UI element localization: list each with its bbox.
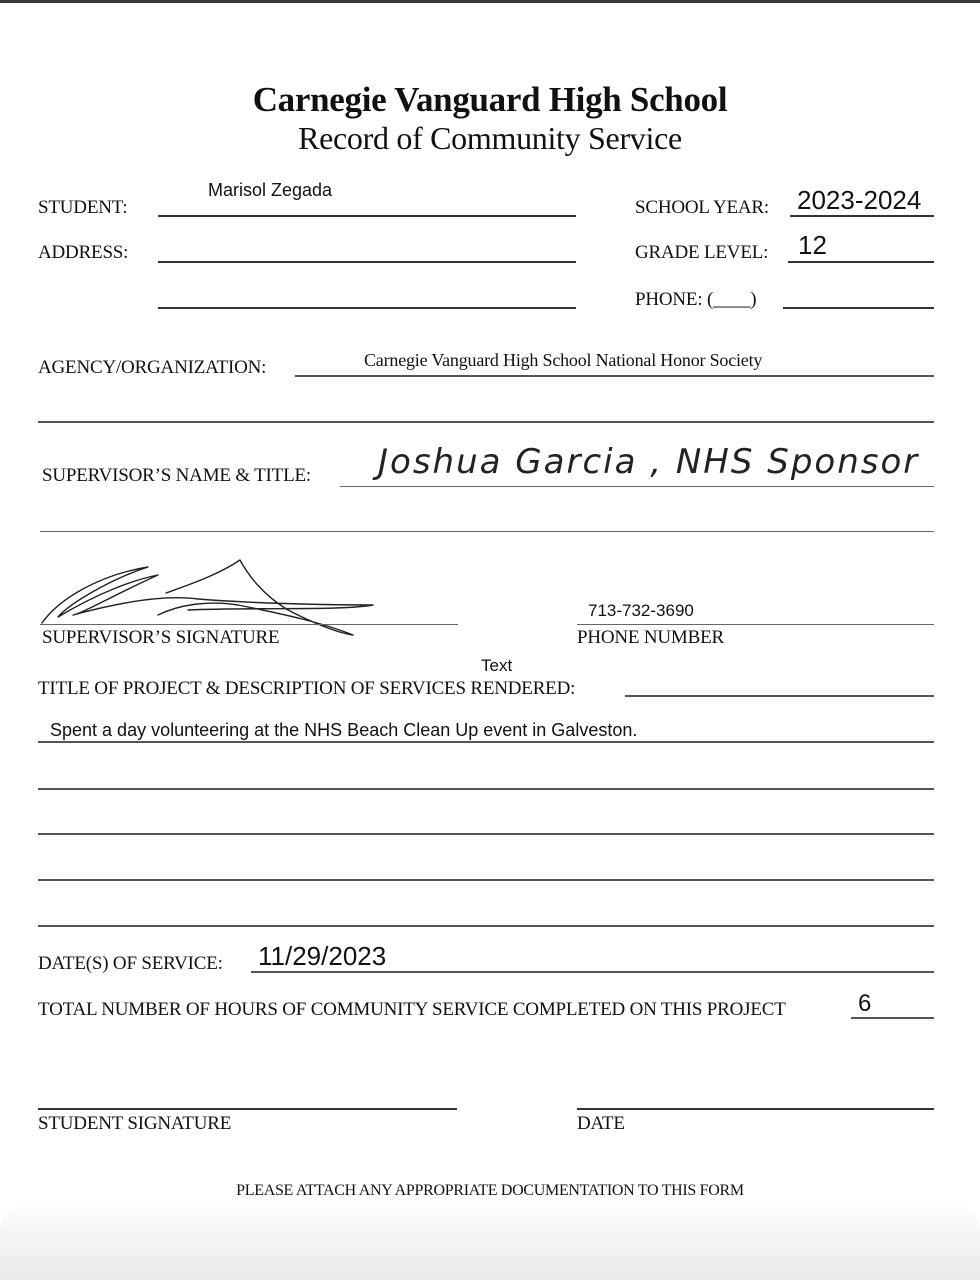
project-title-line (625, 695, 934, 697)
school-year-value[interactable]: 2023-2024 (797, 185, 922, 215)
grade-level-value[interactable]: 12 (798, 230, 827, 260)
project-description-value[interactable]: Spent a day volunteering at the NHS Beach Clean Up event in Galveston. (50, 720, 638, 740)
supervisor-name-label: SUPERVISOR’S NAME & TITLE: (42, 465, 311, 486)
supervisor-phone-label: PHONE NUMBER (577, 627, 724, 648)
phone-field-line (783, 307, 934, 309)
supervisor-signature-line (40, 624, 458, 625)
supervisor-name-value[interactable]: Joshua Garcia , NHS Sponsor (378, 442, 920, 482)
school-year-field-line (790, 215, 934, 217)
project-description-line-5 (38, 925, 934, 927)
date-line (577, 1108, 934, 1110)
page-bottom-shadow (0, 1200, 980, 1280)
agency-label: AGENCY/ORGANIZATION: (38, 357, 267, 378)
student-label: STUDENT: (38, 197, 128, 218)
project-title-value[interactable]: Text (481, 656, 513, 675)
address-field-line-1 (158, 261, 576, 263)
dates-label: DATE(S) OF SERVICE: (38, 953, 223, 974)
project-description-line-4 (38, 879, 934, 881)
form-title: Record of Community Service (298, 120, 682, 156)
student-field-line (158, 215, 576, 217)
project-label: TITLE OF PROJECT & DESCRIPTION OF SERVICES RENDERED: (38, 678, 576, 699)
agency-value[interactable]: Carnegie Vanguard High School National Honor Society (364, 350, 763, 370)
project-description-line-1 (38, 741, 934, 743)
student-signature-line (38, 1108, 457, 1110)
hours-field-line (851, 1017, 934, 1019)
hours-label: TOTAL NUMBER OF HOURS OF COMMUNITY SERVICE COMPLETED ON THIS PROJECT (38, 999, 786, 1020)
dates-value[interactable]: 11/29/2023 (258, 941, 387, 971)
supervisor-signature-label: SUPERVISOR’S SIGNATURE (42, 627, 280, 648)
window-top-border (0, 0, 980, 3)
supervisor-name-field-line (340, 486, 934, 487)
school-name: Carnegie Vanguard High School (252, 80, 728, 119)
student-signature-label: STUDENT SIGNATURE (38, 1113, 232, 1134)
agency-field-line (295, 375, 934, 377)
grade-level-field-line (788, 261, 934, 263)
project-description-line-3 (38, 833, 934, 835)
attach-documentation-note: PLEASE ATTACH ANY APPROPRIATE DOCUMENTATION TO THIS FORM (236, 1182, 744, 1199)
dates-field-line (251, 971, 934, 973)
agency-field-line-2 (38, 421, 934, 423)
project-description-line-2 (38, 788, 934, 790)
date-label: DATE (577, 1113, 625, 1134)
address-label: ADDRESS: (38, 242, 129, 263)
school-year-label: SCHOOL YEAR: (635, 197, 769, 218)
phone-label: PHONE: (____) (635, 289, 757, 310)
supervisor-name-field-line-2 (40, 531, 934, 532)
supervisor-phone-line (577, 624, 934, 625)
supervisor-phone-value[interactable]: 713-732-3690 (588, 601, 694, 620)
student-value[interactable]: Marisol Zegada (208, 180, 333, 200)
hours-value[interactable]: 6 (858, 990, 872, 1017)
grade-level-label: GRADE LEVEL: (635, 242, 769, 263)
address-field-line-2 (158, 307, 576, 309)
